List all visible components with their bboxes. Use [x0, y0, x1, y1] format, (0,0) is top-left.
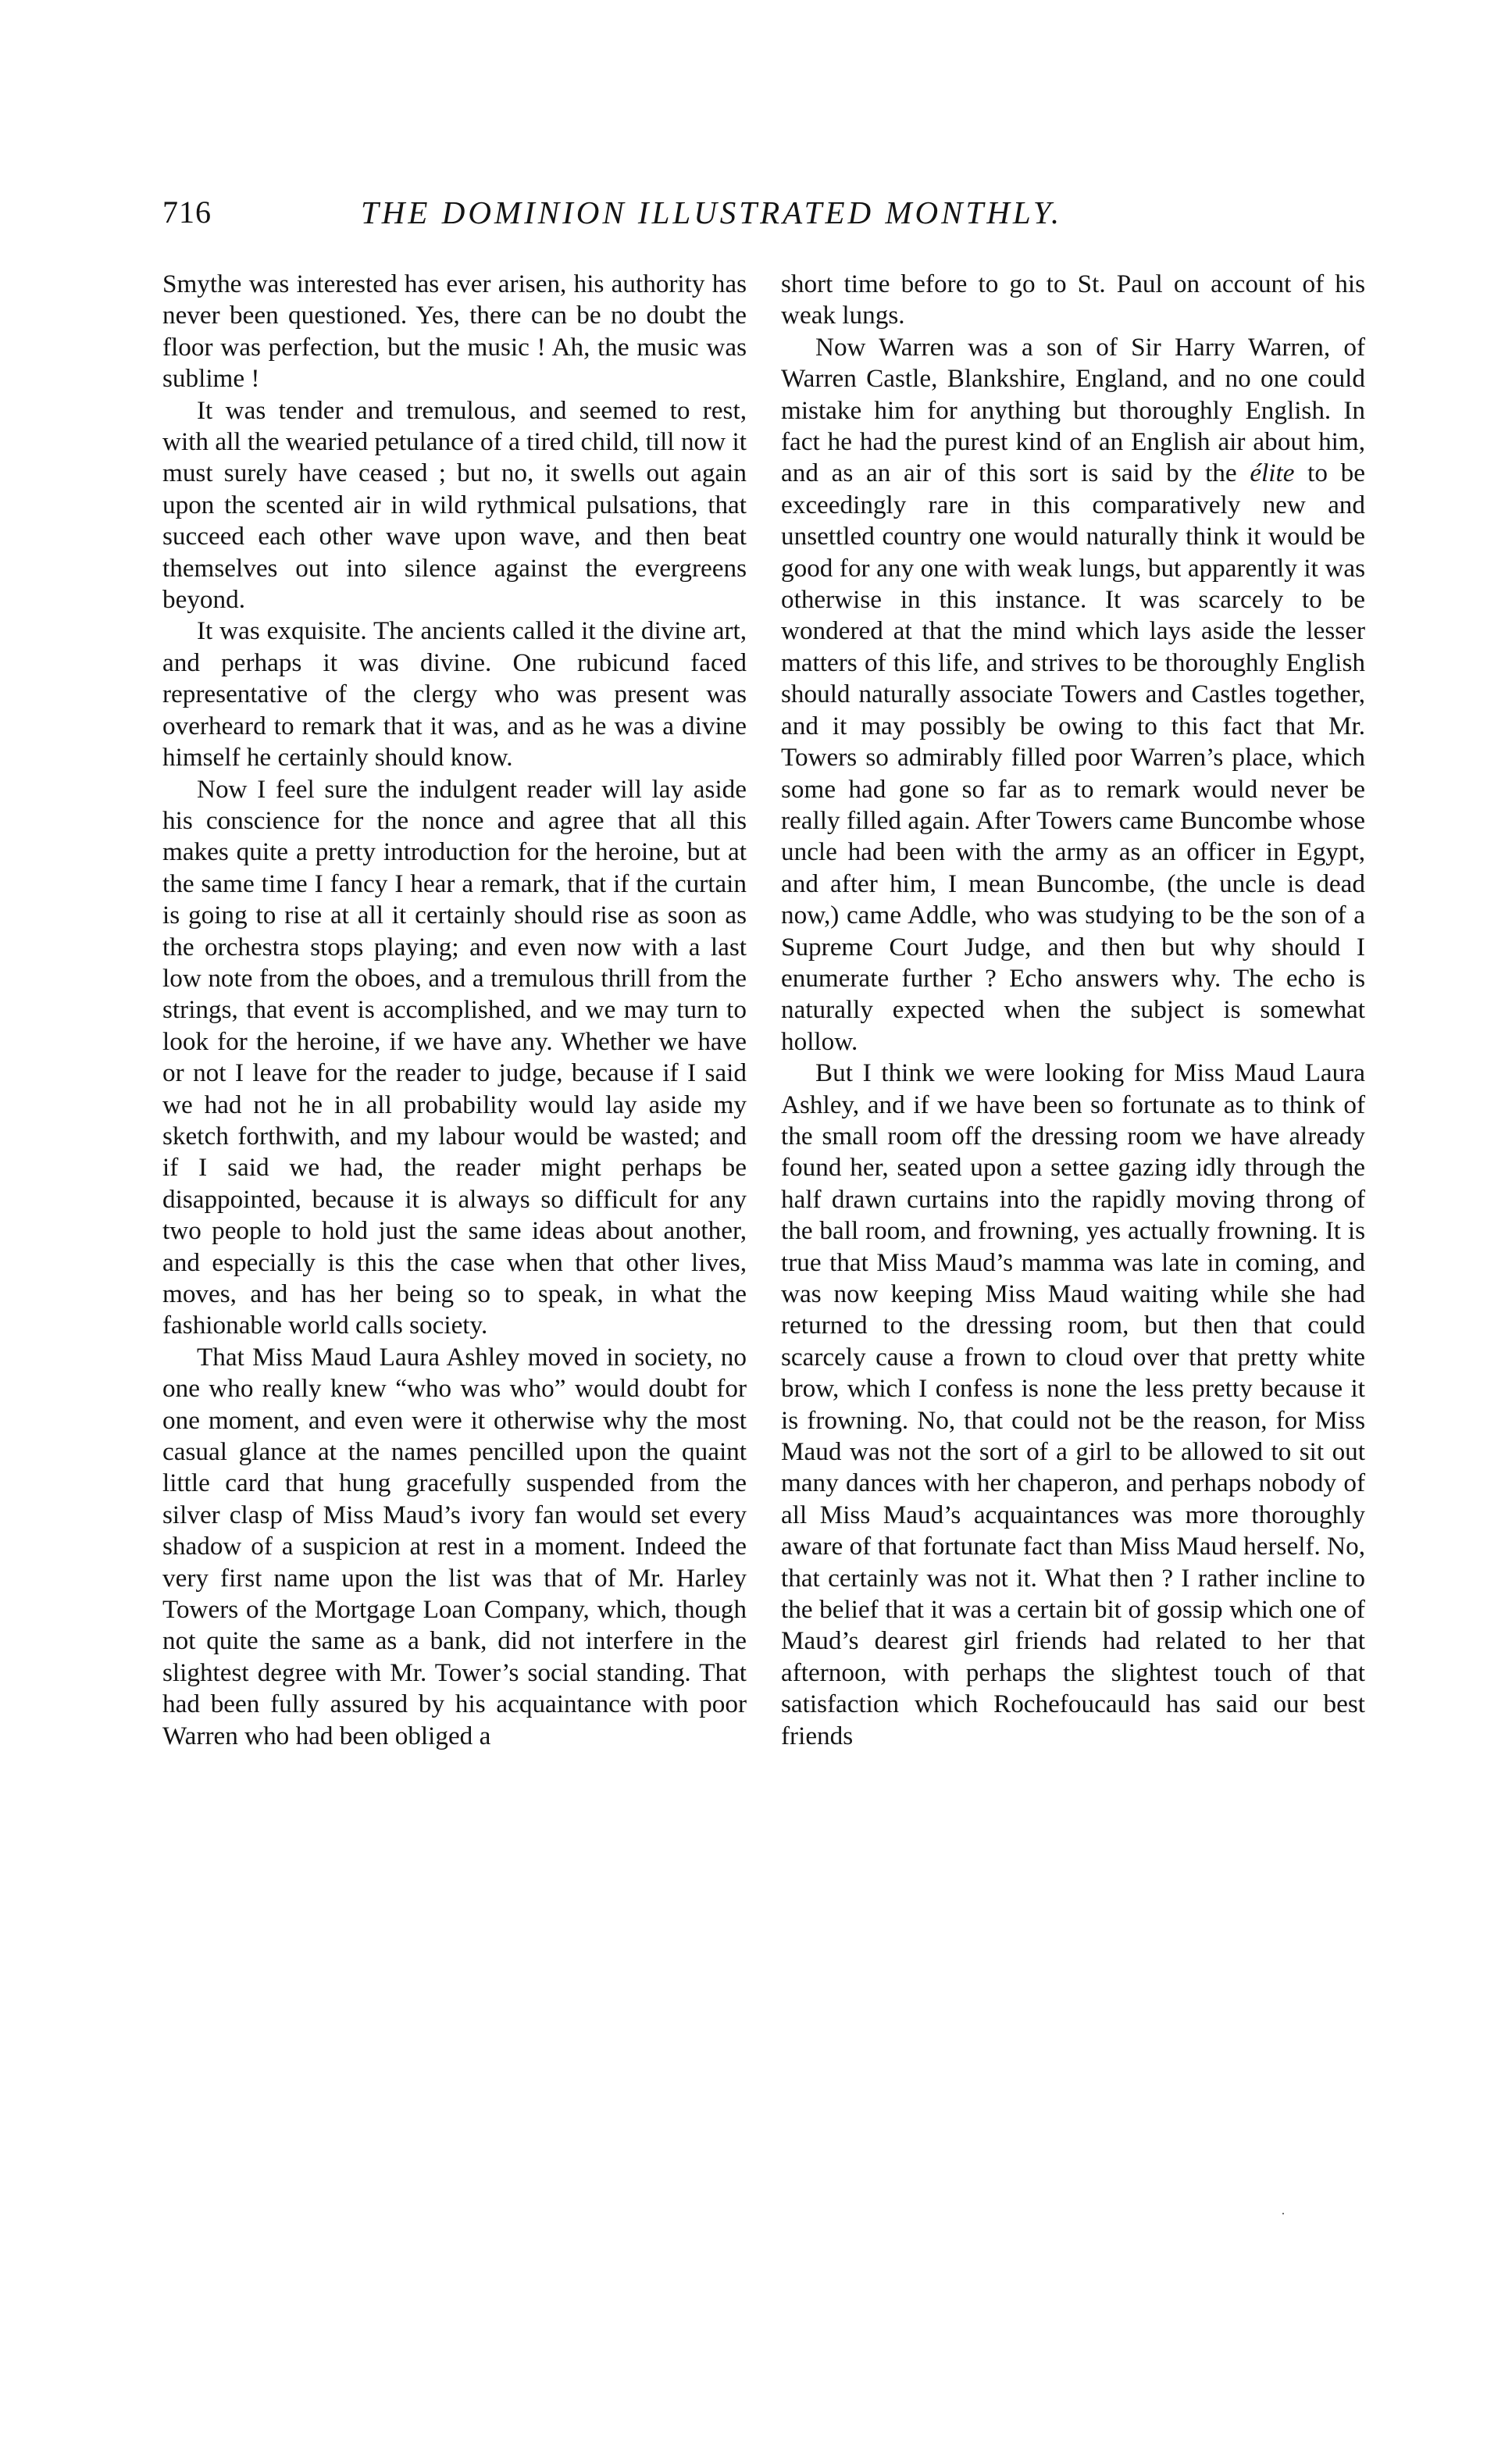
left-column	[162, 269, 747, 1752]
page-header	[150, 194, 1376, 241]
paragraph: That Miss Maud Laura Ashley moved in society, no one who really knew “who was who” would doubt for one moment, and even were it otherwise why the most casual glance at the names pencilled upon the quaint little card that hung gracefully suspended from the silver clasp of Miss Maud’s ivory fan would set every shadow of a suspicion at rest in a moment. Indeed the very first name upon the list was that of Mr. Harley Towers of the Mortgage Loan Company, which, though not quite the same as a bank, did not interfere in the slightest degree with Mr. Tower’s social standing. That had been fully assured by his acquaintance with poor Warren who had been obliged a	[162, 1342, 747, 1750]
italic-word: élite	[1250, 459, 1295, 488]
paragraph: Now I feel sure the indulgent reader will lay aside his conscience for the nonce and agree that all this makes quite a pretty introduction for the heroine, but at the same time I fancy I hear a remark, that if the curtain is going to rise at all it certainly should rise as soon as the orchestra stops playing; and even now with a last low note from the oboes, and a tremulous thrill from the strings, that event is accomplished, and we may turn to look for the heroine, if we have any. Whether we have or not I leave for the reader to judge, because if I said we had not he in all probability would lay aside my sketch forthwith, and my labour would be wasted; and if I said we had, the reader might perhaps be disappointed, because it is always so difficult for any two people to hold just the same ideas about another, and especially is this the case when that other lives, moves, and has her being so to speak, in what the fashionable world calls society.	[162, 774, 747, 1340]
paragraph: It was tender and tremulous, and seemed to rest, with all the wearied petulance of a tired child, till now it must surely have ceased ; but no, it swells out again upon the scented air in wild rythmical pulsations, that succeed each other wave upon wave, and then beat themselves out into silence against the evergreens beyond.	[162, 395, 747, 615]
paragraph	[781, 332, 1365, 1058]
page-number: 716	[162, 194, 212, 230]
paragraph: But I think we were looking for Miss Maud Laura Ashley, and if we have been so fortunate as to think of the small room off the dressing room we have already found her, seated upon a settee gazing idly through the half drawn curtains into the rapidly moving throng of the ball room, and frowning, yes actually frowning. It is true that Miss Maud’s mamma was late in coming, and was now keeping Miss Maud waiting while she had returned to the dressing room, but then that could scarcely cause a frown to cloud over that pretty white brow, which I confess is none the less pretty because it is frowning. No, that could not be the reason, for Miss Maud was not the sort of a girl to be allowed to sit out many dances with her chaperon, and perhaps nobody of all Miss Maud’s acquaintances was more thoroughly aware of that fortunate fact than Miss Maud herself. No, that certainly was not it. What then ? I rather incline to the belief that it was a certain bit of gossip which one of Maud’s dearest girl friends had related to her that afternoon, with perhaps the slightest touch of that satisfaction which Rochefoucauld has said our best friends	[781, 1058, 1365, 1750]
paragraph-text: Now Warren was a son of Sir Harry Warren, of Warren Castle, Blankshire, England, and no one could mistake him for anything but thoroughly English. In fact he had the purest kind of an English air about him, and as an air of this sort is said by the	[781, 332, 1365, 488]
stray-mark: ·	[1281, 2206, 1286, 2221]
paragraph-text: to be exceedingly rare in this comparatively new and unsettled country one would naturally think it would be good for any one with weak lungs, but apparently it was otherwise in this instance. It was scarcely to be wondered at that the mind which lays aside the lesser matters of this life, and strives to be thoroughly English should naturally associate Towers and Castles together, and it may possibly be owing to this fact that Mr. Towers so admirably filled poor Warren’s place, which some had gone so far as to remark would never be really filled again. After Towers came Buncombe whose uncle had been with the army as an officer in Egypt, and after him, I mean Buncombe, (the uncle is dead now,) came Addle, who was studying to be the son of a Supreme Court Judge, and then but why should I enumerate further ? Echo answers why. The echo is naturally expected when the subject is somewhat hollow.	[781, 459, 1365, 1056]
right-column	[781, 269, 1365, 1752]
paragraph: short time before to go to St. Paul on account of his weak lungs.	[781, 269, 1365, 330]
paragraph: It was exquisite. The ancients called it the divine art, and perhaps it was divine. One rubicund faced representative of the clergy who was present was overheard to remark that it was, and as he was a divine himself he certainly should know.	[162, 616, 747, 772]
running-title: THE DOMINION ILLUSTRATED MONTHLY.	[361, 194, 1063, 230]
paragraph: Smythe was interested has ever arisen, his authority has never been questioned. Yes, there can be no doubt the floor was perfection, but the music ! Ah, the music was sublime !	[162, 269, 747, 394]
